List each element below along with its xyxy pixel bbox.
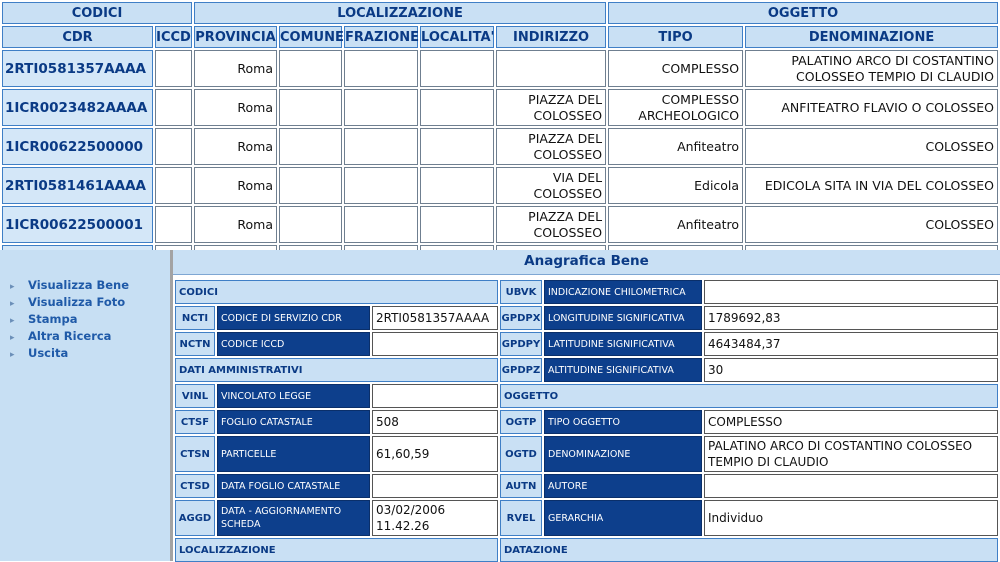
cdr-cell[interactable] [2,50,153,87]
indirizzo-cell: PIAZZA DEL COLOSSEO [496,89,606,126]
bullet-icon: ▸ [10,350,15,360]
field-label-gpdpy: LATITUDINE SIGNIFICATIVA [544,332,702,356]
field-value-ogtd: PALATINO ARCO DI COSTANTINO COLOSSEO TEMPIO DI CLAUDIO [704,436,998,472]
field-label-aggd: DATA - AGGIORNAMENTO SCHEDA [217,500,370,536]
indirizzo-cell: PIAZZA DEL COLOSSEO [496,128,606,165]
indirizzo-cell: PIAZZA DEL COLOSSEO [496,206,606,243]
column-header-localita: LOCALITA' [420,26,494,48]
indirizzo-cell [496,50,606,87]
column-header-tipo: TIPO [608,26,743,48]
field-code-ctsd: CTSD [175,474,215,498]
localita-cell [420,89,494,126]
field-value-ncti: 2RTI0581357AAAA [372,306,498,330]
frazione-cell [344,50,418,87]
field-value-ctsd [372,474,498,498]
section-dati-amministrativi: DATI AMMINISTRATIVI [175,358,498,382]
field-label-rvel: GERARCHIA [544,500,702,536]
comune-cell [279,206,342,243]
denominazione-cell: COLOSSEO [745,128,998,165]
column-header-provincia: PROVINCIA [194,26,277,48]
section-localizzazione: LOCALIZZAZIONE [175,538,498,562]
cdr-cell[interactable] [2,128,153,165]
tipo-cell: Anfiteatro [608,206,743,243]
detail-title: Anagrafica Bene [173,250,1000,275]
comune-cell [279,128,342,165]
field-label-autn: AUTORE [544,474,702,498]
field-code-rvel: RVEL [500,500,542,536]
cdr-link[interactable]: 2RTI0581461AAAA [5,177,146,194]
bullet-icon: ▸ [10,316,15,326]
field-code-ctsf: CTSF [175,410,215,434]
field-code-ncti: NCTI [175,306,215,330]
field-label-ctsf: FOGLIO CATASTALE [217,410,370,434]
tipo-cell: Anfiteatro [608,128,743,165]
bullet-icon: ▸ [10,299,15,309]
results-panel[interactable] [0,0,1000,250]
iccd-cell [155,50,192,87]
localita-cell [420,206,494,243]
field-label-ubvk: INDICAZIONE CHILOMETRICA [544,280,702,304]
column-header-iccd: ICCD [155,26,192,48]
tipo-cell: COMPLESSO ARCHEOLOGICO [608,89,743,126]
field-code-ogtp: OGTP [500,410,542,434]
cdr-cell[interactable] [2,206,153,243]
field-value-gpdpy: 4643484,37 [704,332,998,356]
denominazione-cell: COLOSSEO [745,206,998,243]
bullet-icon: ▸ [10,333,15,343]
field-code-gpdpz: GPDPZ [500,358,542,382]
menu-item-stampa[interactable]: ▸ Stampa [10,311,170,328]
provincia-cell: Roma [194,50,277,87]
iccd-cell [155,89,192,126]
field-code-nctn: NCTN [175,332,215,356]
column-header-comune: COMUNE [279,26,342,48]
denominazione-cell: PALATINO ARCO DI COSTANTINO COLOSSEO TEMPIO DI CLAUDIO [745,50,998,87]
field-value-ctsf: 508 [372,410,498,434]
cdr-link[interactable]: 1ICR00622500000 [5,138,144,155]
field-value-rvel: Individuo [704,500,998,536]
side-menu [0,250,170,561]
frazione-cell [344,128,418,165]
field-code-ubvk: UBVK [500,280,542,304]
localita-cell [420,50,494,87]
group-header-oggetto: OGGETTO [608,2,998,24]
detail-panel[interactable] [173,250,1000,561]
group-header-localizzazione: LOCALIZZAZIONE [194,2,606,24]
bullet-icon: ▸ [10,282,15,292]
section-datazione: DATAZIONE [500,538,998,562]
menu-item-uscita[interactable]: ▸ Uscita [10,345,170,362]
iccd-cell [155,206,192,243]
field-value-vinl [372,384,498,408]
cdr-cell[interactable] [2,167,153,204]
comune-cell [279,89,342,126]
cdr-link[interactable]: 1ICR0023482AAAA [5,99,148,116]
field-value-ctsn: 61,60,59 [372,436,498,472]
field-value-ogtp: COMPLESSO [704,410,998,434]
field-value-nctn [372,332,498,356]
localita-cell [420,167,494,204]
field-code-ctsn: CTSN [175,436,215,472]
table-row[interactable] [2,128,998,165]
menu-item-altra-ricerca[interactable]: ▸ Altra Ricerca [10,328,170,345]
field-label-nctn: CODICE ICCD [217,332,370,356]
field-code-gpdpy: GPDPY [500,332,542,356]
table-row[interactable] [2,50,998,87]
indirizzo-cell: VIA DEL COLOSSEO [496,167,606,204]
field-value-gpdpx: 1789692,83 [704,306,998,330]
tipo-cell: COMPLESSO [608,50,743,87]
menu-item-visualizza-bene[interactable]: ▸ Visualizza Bene [10,277,170,294]
provincia-cell: Roma [194,128,277,165]
iccd-cell [155,128,192,165]
field-code-aggd: AGGD [175,500,215,536]
cdr-cell[interactable] [2,89,153,126]
field-label-ctsn: PARTICELLE [217,436,370,472]
field-label-ogtp: TIPO OGGETTO [544,410,702,434]
frazione-cell [344,89,418,126]
denominazione-cell: ANFITEATRO FLAVIO O COLOSSEO [745,89,998,126]
comune-cell [279,50,342,87]
section-codici: CODICI [175,280,498,304]
field-code-autn: AUTN [500,474,542,498]
cdr-link[interactable]: 1ICR00622500001 [5,216,144,233]
section-oggetto: OGGETTO [500,384,998,408]
table-row[interactable] [2,167,998,204]
iccd-cell [155,167,192,204]
group-header-codici: CODICI [2,2,192,24]
table-row[interactable] [2,89,998,126]
column-header-indirizzo: INDIRIZZO [496,26,606,48]
column-header-frazione: FRAZIONE [344,26,418,48]
field-value-ubvk [704,280,998,304]
field-label-gpdpz: ALTITUDINE SIGNIFICATIVA [544,358,702,382]
field-value-gpdpz: 30 [704,358,998,382]
field-label-ncti: CODICE DI SERVIZIO CDR [217,306,370,330]
frazione-cell [344,167,418,204]
field-code-ogtd: OGTD [500,436,542,472]
field-label-gpdpx: LONGITUDINE SIGNIFICATIVA [544,306,702,330]
localita-cell [420,128,494,165]
menu-item-visualizza-foto[interactable]: ▸ Visualizza Foto [10,294,170,311]
field-value-autn [704,474,998,498]
frazione-cell [344,206,418,243]
provincia-cell: Roma [194,167,277,204]
column-header-cdr: CDR [2,26,153,48]
tipo-cell: Edicola [608,167,743,204]
field-code-gpdpx: GPDPX [500,306,542,330]
denominazione-cell: EDICOLA SITA IN VIA DEL COLOSSEO [745,167,998,204]
field-value-aggd: 03/02/2006 11.42.26 [372,500,498,536]
field-label-vinl: VINCOLATO LEGGE [217,384,370,408]
field-code-vinl: VINL [175,384,215,408]
cdr-link[interactable]: 2RTI0581357AAAA [5,60,146,77]
comune-cell [279,167,342,204]
field-label-ctsd: DATA FOGLIO CATASTALE [217,474,370,498]
provincia-cell: Roma [194,89,277,126]
field-label-ogtd: DENOMINAZIONE [544,436,702,472]
column-header-denominazione: DENOMINAZIONE [745,26,998,48]
provincia-cell: Roma [194,206,277,243]
table-row[interactable] [2,206,998,243]
